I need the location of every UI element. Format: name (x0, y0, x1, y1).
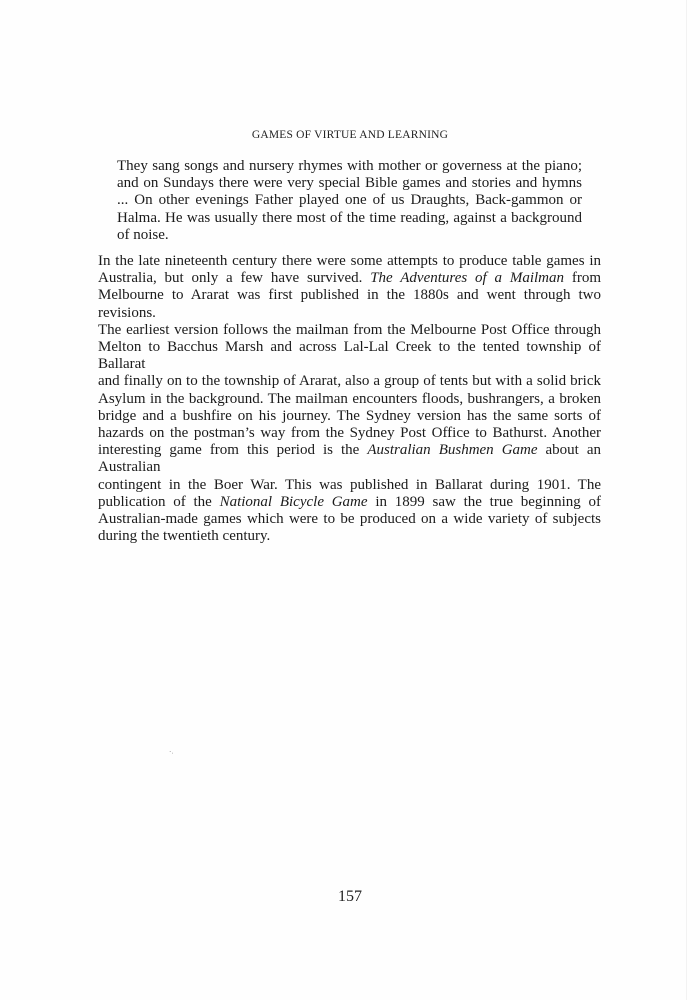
body-line (98, 253, 601, 270)
body-text: and finally on to the township of Ararat, also a group of tents but with a solid brick (98, 373, 601, 390)
body-text: Asylum in the background. The mailman encounters floods, bushrangers, a broken (98, 390, 601, 407)
body-text: Australia, but only a few have survived. (98, 270, 371, 287)
page-number: 157 (338, 888, 362, 905)
body-line (98, 477, 601, 494)
body-paragraph (98, 253, 601, 545)
body-line (98, 408, 601, 425)
body-text: bridge and a bushfire on his journey. The Sydney version has the same sorts of (98, 407, 601, 424)
body-text: publication of the (98, 493, 220, 510)
body-text: contingent in the Boer War. This was published in Ballarat during 1901. The (98, 476, 601, 493)
quote-line: of noise. (117, 226, 169, 243)
body-text: In the late nineteenth century there were some attempts to produce table games in (98, 253, 601, 269)
body-text: hazards on the postman’s way from the Sydney Post Office to Bathurst. Another (98, 425, 601, 442)
body-text: Melbourne to Ararat was first published in the 1880s and went through two revisions. (98, 287, 601, 321)
quote-line: ... On other evenings Father played one of us Draughts, Back-gammon or (117, 192, 582, 209)
body-line (98, 270, 601, 287)
body-text: interesting game from this period is the (98, 442, 368, 459)
body-line (98, 339, 601, 373)
body-line (98, 442, 601, 476)
scan-speck: ·˒ (169, 748, 174, 756)
game-title: The Adventures of a Mailman (370, 270, 565, 287)
body-line (98, 511, 601, 528)
body-text: Australian-made games which were to be produced on a wide variety of subjects (98, 511, 601, 528)
body-line (98, 287, 601, 321)
game-title: National Bicycle Game (219, 493, 368, 510)
quote-line: They sang songs and nursery rhymes with mother or governess at the piano; (117, 158, 582, 174)
body-text: during the twentieth century. (98, 528, 271, 545)
quote-line: Halma. He was usually there most of the time reading, against a background (117, 209, 582, 226)
body-line (98, 391, 601, 408)
running-head: GAMES OF VIRTUE AND LEARNING (251, 129, 449, 141)
body-line (98, 494, 601, 511)
body-text: from (564, 270, 601, 287)
block-quote (117, 158, 582, 244)
body-line (98, 528, 601, 545)
body-text: The earliest version follows the mailman from the Melbourne Post Office through (98, 321, 601, 338)
body-text: Melton to Bacchus Marsh and across Lal-Lal Creek to the tented township of Ballarat (98, 339, 601, 373)
body-line (98, 425, 601, 442)
quote-line: and on Sundays there were very special Bible games and stories and hymns (117, 175, 582, 192)
body-line (98, 322, 601, 339)
body-text: in 1899 saw the true beginning of (367, 493, 601, 510)
body-text: about an Australian (98, 442, 602, 476)
body-line (98, 373, 601, 390)
game-title: Australian Bushmen Game (367, 442, 538, 459)
page-edge-shadow (686, 0, 687, 1000)
